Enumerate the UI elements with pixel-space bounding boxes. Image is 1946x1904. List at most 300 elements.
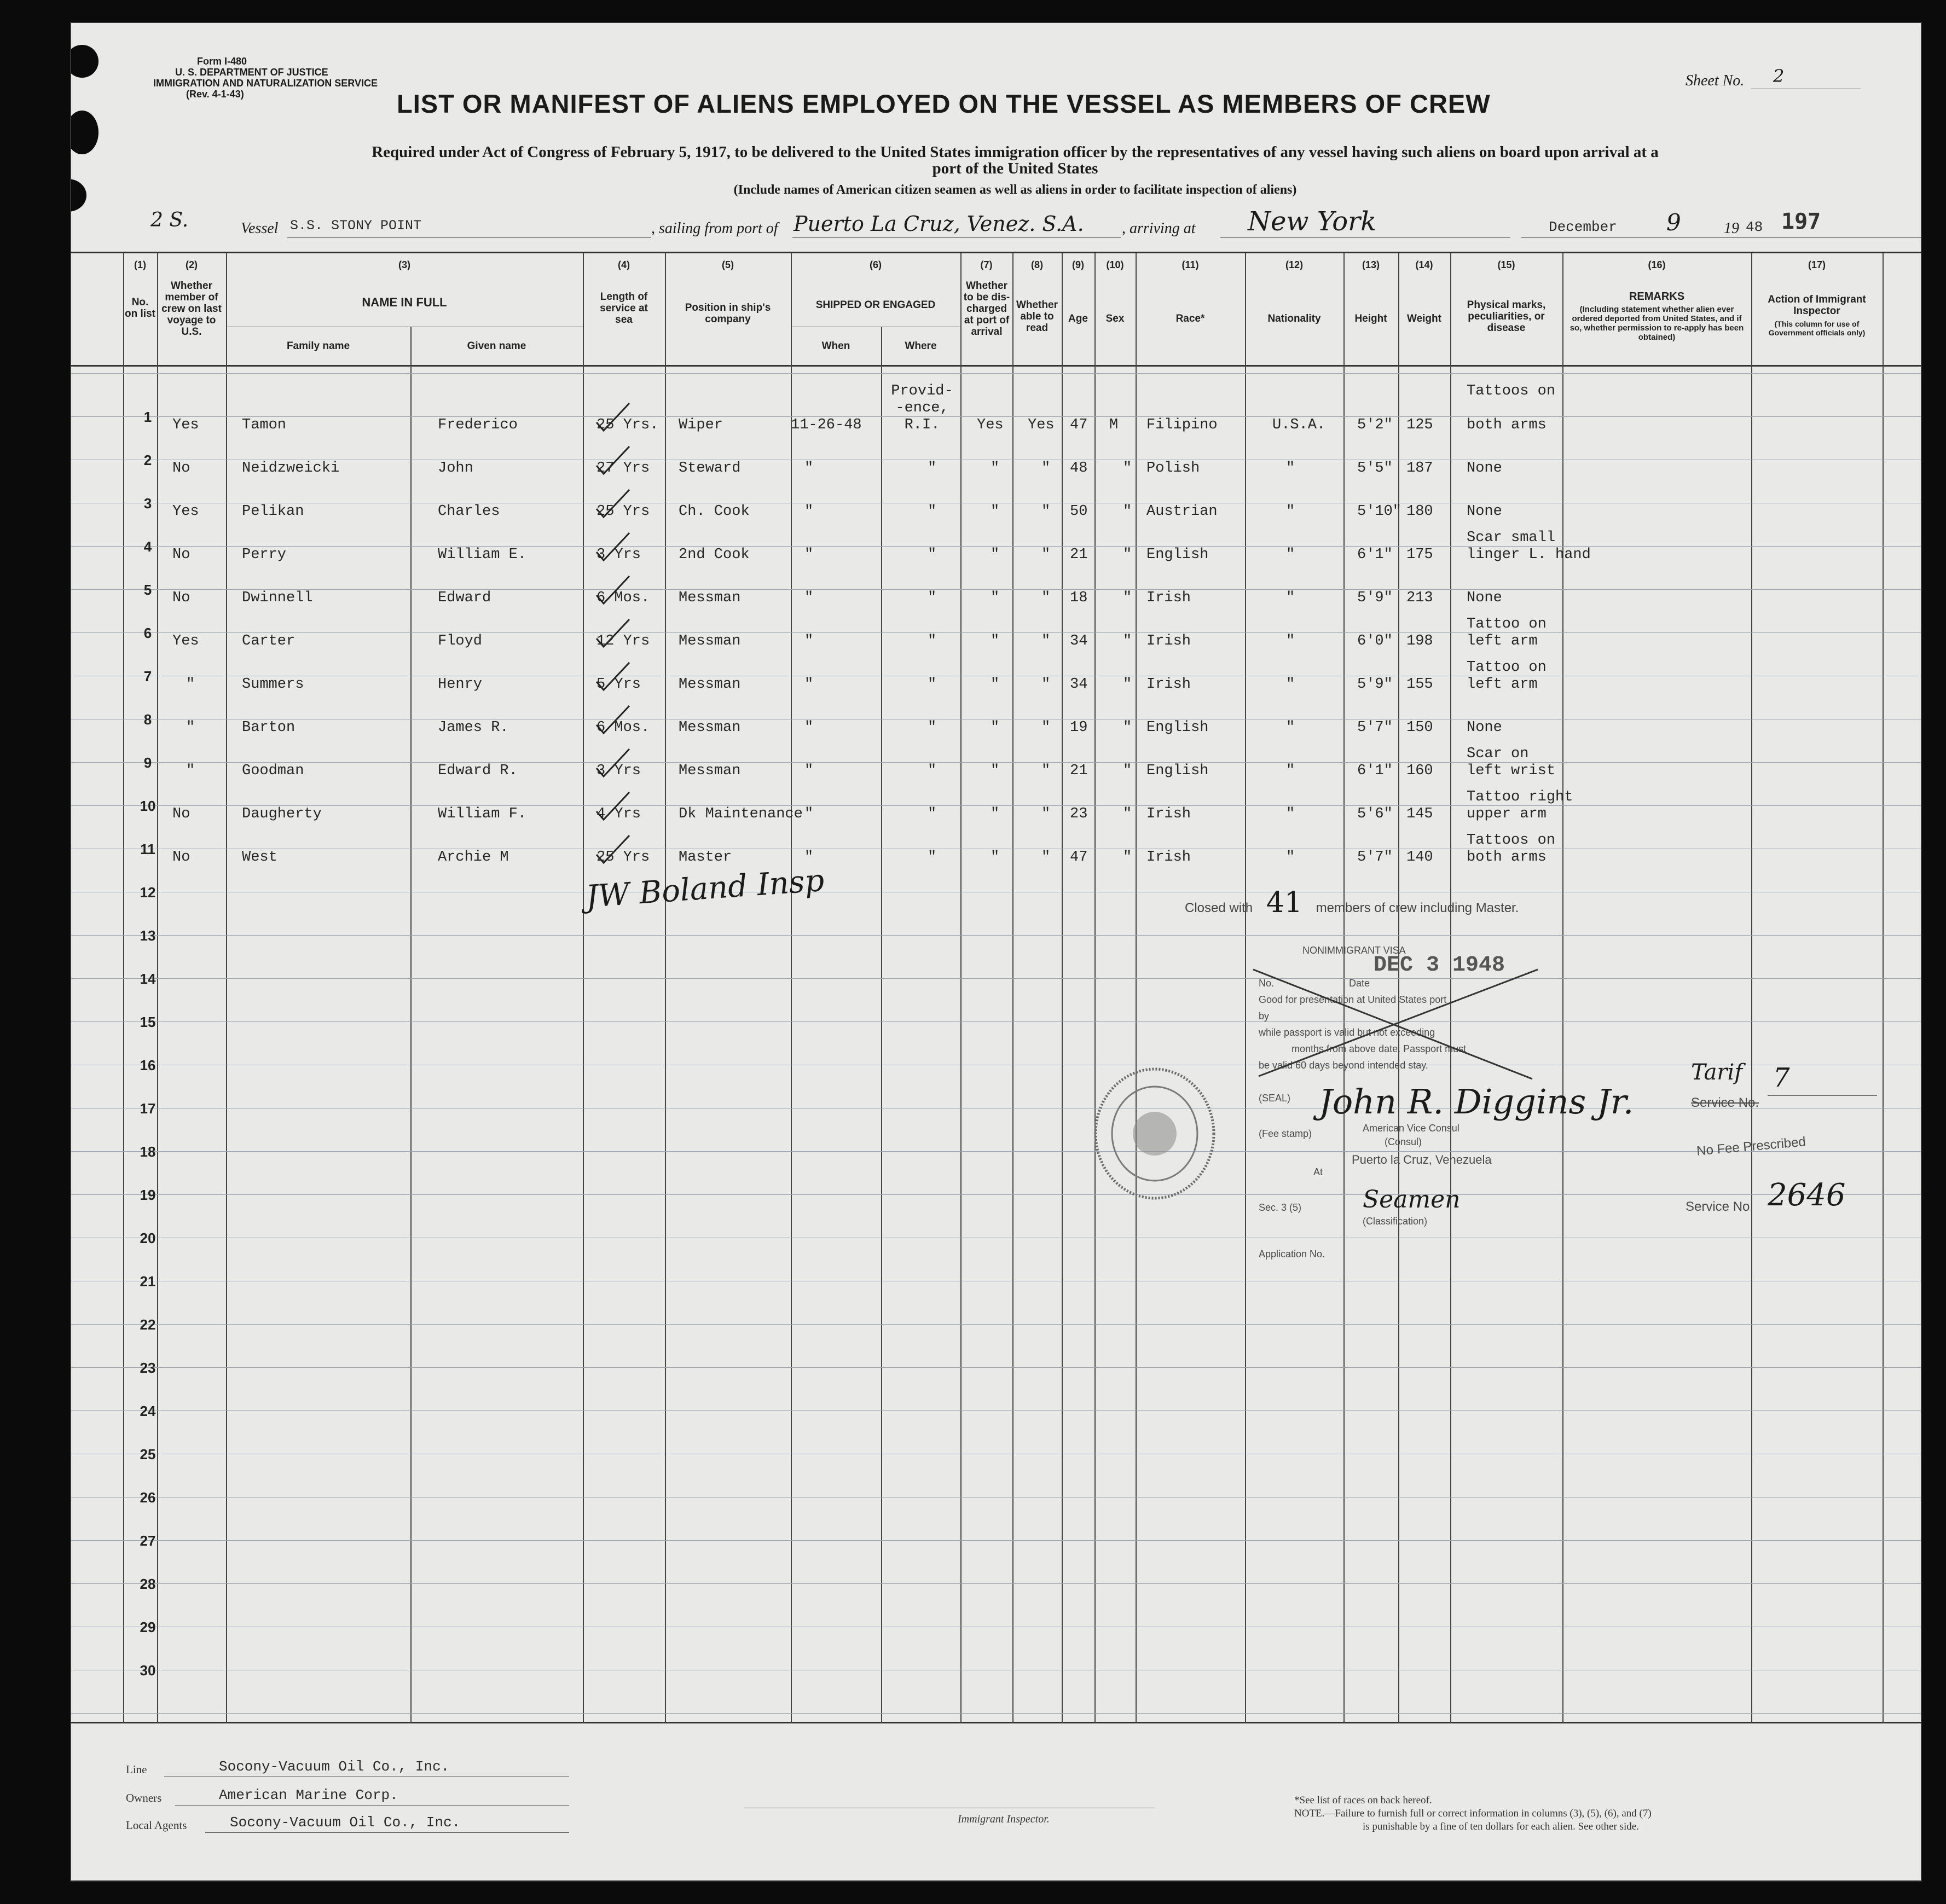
check-stroke: [596, 533, 629, 560]
cell-nationality: U.S.A.: [1272, 417, 1326, 433]
cell-nationality: ": [1286, 633, 1295, 649]
check-mark: [594, 833, 632, 866]
date-underline: [1521, 237, 1921, 238]
cell-age: 21: [1070, 763, 1088, 779]
voyage-mark: 2 S.: [150, 209, 189, 231]
row-number: 27: [140, 1533, 156, 1549]
check-mark: [594, 487, 632, 520]
cell-age: 34: [1070, 633, 1088, 649]
visa-line4: months from above date. Passport must: [1291, 1043, 1467, 1054]
row-number: 12: [140, 884, 156, 901]
cell-given-name: Frederico: [438, 417, 518, 433]
cell-weight: 155: [1406, 676, 1433, 693]
cell-able-to-read: ": [1041, 763, 1051, 779]
cell-position: Messman: [679, 763, 741, 779]
consul-office: American Vice Consul: [1363, 1123, 1460, 1134]
departure-port: Puerto La Cruz, Venez. S.A.: [794, 212, 1084, 236]
check-stroke: [596, 835, 629, 863]
ruled-line: [71, 1324, 1921, 1325]
header-height: Height: [1354, 313, 1387, 324]
header-remarks: REMARKS: [1629, 291, 1685, 303]
ruled-line: [71, 1540, 1921, 1541]
punch-hole: [71, 179, 86, 212]
cell-last-voyage: No: [172, 460, 190, 477]
cell-physical-marks: both arms: [1467, 849, 1547, 866]
cell-family-name: Neidzweicki: [242, 460, 340, 477]
cell-where: ": [928, 806, 937, 822]
cell-when: ": [804, 849, 814, 866]
cell-discharged: ": [991, 633, 1000, 649]
cell-physical-marks: None: [1467, 719, 1502, 736]
header-when: When: [821, 340, 850, 352]
cell-height: 5'2": [1357, 417, 1393, 433]
check-stroke: [596, 706, 629, 733]
row-number: 22: [140, 1316, 156, 1333]
cell-physical-marks: Tattoo right: [1467, 789, 1573, 805]
cell-where: ": [928, 633, 937, 649]
cell-where: ": [928, 676, 937, 693]
page-stamp-number: 197: [1781, 209, 1821, 234]
punch-hole: [71, 45, 99, 78]
cell-weight: 125: [1406, 417, 1433, 433]
cell-length-service: 12 Yrs: [596, 633, 650, 649]
ruled-line: [71, 1713, 1921, 1714]
cell-where: ": [928, 590, 937, 606]
cell-weight: 180: [1406, 503, 1433, 520]
check-mark: [594, 617, 632, 649]
cell-height: 5'9": [1357, 676, 1393, 693]
cell-weight: 145: [1406, 806, 1433, 822]
col-num-9: (9): [1072, 259, 1084, 270]
closed-line: [1185, 886, 1519, 919]
check-mark: [594, 530, 632, 563]
col-num-5: (5): [722, 259, 734, 270]
cell-where: Provid-: [891, 383, 953, 399]
header-nationality: Nationality: [1267, 313, 1321, 324]
cell-when: ": [804, 590, 814, 606]
row-number: 9: [143, 754, 152, 771]
check-mark: [594, 444, 632, 477]
cell-height: 5'5": [1357, 460, 1393, 477]
vessel-label: Vessel: [241, 220, 279, 237]
cell-height: 5'7": [1357, 849, 1393, 866]
cell-weight: 175: [1406, 547, 1433, 563]
cell-age: 47: [1070, 849, 1088, 866]
cell-able-to-read: ": [1041, 547, 1051, 563]
check-stroke: [596, 576, 629, 603]
cell-where: ": [928, 503, 937, 520]
header-last-voyage: Whether member of crew on last voyage to U.S.: [161, 280, 222, 338]
cell-physical-marks: Tattoos on: [1467, 383, 1556, 399]
cell-family-name: Dwinnell: [242, 590, 313, 606]
header-length-service: Length of service at sea: [600, 291, 648, 326]
form-service: IMMIGRATION AND NATURALIZATION SERVICE: [153, 78, 378, 89]
cell-discharged: ": [991, 503, 1000, 520]
cell-discharged: Yes: [977, 417, 1004, 433]
row-number: 14: [140, 971, 156, 987]
cell-sex: ": [1123, 633, 1132, 649]
cell-length-service: 25 Yrs: [596, 849, 650, 866]
footer-agents-label: Local Agents: [126, 1819, 187, 1832]
visa-line3: while passport is valid but not exceeding: [1259, 1027, 1435, 1038]
cell-able-to-read: ": [1041, 503, 1051, 520]
footer-note-races: *See list of races on back hereof.: [1294, 1795, 1432, 1806]
footer-owners-label: Owners: [126, 1791, 162, 1804]
cell-when: 11-26-48: [791, 417, 862, 433]
row-number: 28: [140, 1576, 156, 1592]
footer-line-value: Socony-Vacuum Oil Co., Inc.: [219, 1758, 450, 1775]
cell-able-to-read: ": [1041, 633, 1051, 649]
cell-nationality: ": [1286, 763, 1295, 779]
visa-date-stamp: DEC 3 1948: [1374, 953, 1505, 978]
subtitle-include: (Include names of American citizen seamen as well as aliens in order to facilitate inspection of aliens): [733, 183, 1297, 197]
row-number: 13: [140, 927, 156, 944]
subtitle-act: Required under Act of Congress of February 5, 1917, to be delivered to the United States immigration officer by the representatives of any vessel having such aliens on board upon arrival at a: [372, 143, 1659, 161]
cell-sex: M: [1109, 417, 1119, 433]
header-inspector-action: Action of Immigrant Inspector: [1768, 294, 1866, 317]
cell-given-name: John: [438, 460, 473, 477]
cell-height: 5'9": [1357, 590, 1393, 606]
col-num-12: (12): [1285, 259, 1303, 270]
cell-given-name: Edward: [438, 590, 491, 606]
row-number: 5: [143, 582, 152, 598]
header-race: Race*: [1175, 313, 1205, 324]
cell-able-to-read: ": [1041, 460, 1051, 477]
service-no-label-1: Service No.: [1691, 1095, 1759, 1110]
consul-label: (Consul): [1385, 1136, 1422, 1147]
cell-where: -ence,: [895, 400, 949, 416]
column-divider: [1751, 253, 1752, 1723]
col-num-16: (16): [1648, 259, 1666, 270]
cell-able-to-read: ": [1041, 676, 1051, 693]
arrival-year: 48: [1746, 219, 1763, 235]
cell-length-service: 25 Yrs: [596, 503, 650, 520]
footer-note-fine-2: is punishable by a fine of ten dollars for each alien. See other side.: [1363, 1821, 1639, 1832]
header-sex: Sex: [1105, 313, 1125, 324]
at-place: Puerto la Cruz, Venezuela: [1352, 1153, 1492, 1166]
column-divider: [1245, 253, 1246, 1723]
cell-family-name: Goodman: [242, 763, 304, 779]
check-stroke: [596, 490, 629, 517]
cell-sex: ": [1123, 676, 1132, 693]
cell-discharged: ": [991, 547, 1000, 563]
cell-able-to-read: ": [1041, 719, 1051, 736]
cell-discharged: ": [991, 590, 1000, 606]
column-divider: [881, 327, 882, 1723]
closed-count: 41: [1266, 886, 1302, 919]
cell-last-voyage: No: [172, 547, 190, 563]
visa-title: NONIMMIGRANT VISA: [1302, 945, 1406, 956]
header-family-name: Family name: [286, 340, 350, 352]
column-divider: [1012, 253, 1013, 1723]
check-mark: [594, 660, 632, 693]
cell-where: ": [928, 719, 937, 736]
cell-discharged: ": [991, 763, 1000, 779]
arrival-month: December: [1549, 219, 1617, 235]
column-divider: [410, 327, 412, 1723]
cell-sex: ": [1123, 763, 1132, 779]
cell-position: Wiper: [679, 417, 723, 433]
cell-given-name: Edward R.: [438, 763, 518, 779]
row-number: 4: [143, 538, 152, 555]
footer-owners-value: American Marine Corp.: [219, 1787, 398, 1803]
visa-line2: by: [1259, 1011, 1270, 1021]
cell-weight: 187: [1406, 460, 1433, 477]
col-num-10: (10): [1106, 259, 1124, 270]
cell-last-voyage: Yes: [172, 633, 199, 649]
cell-length-service: 4 Yrs: [596, 806, 641, 822]
row-number: 29: [140, 1619, 156, 1635]
visa-fee-stamp-label: (Fee stamp): [1259, 1128, 1312, 1139]
ruled-line: [71, 935, 1921, 936]
cell-position: Messman: [679, 633, 741, 649]
header-able-to-read: Whether able to read: [1016, 299, 1058, 334]
row-number: 11: [140, 841, 155, 857]
row-number: 6: [143, 625, 152, 641]
footer-inspector-label: Immigrant Inspector.: [958, 1813, 1050, 1825]
ruled-line: [71, 1151, 1921, 1152]
column-divider: [791, 253, 792, 1723]
cell-sex: ": [1123, 503, 1132, 520]
cell-race: Irish: [1146, 633, 1191, 649]
header-no-on-list: No. on list: [125, 297, 155, 320]
cell-discharged: ": [991, 460, 1000, 477]
cell-nationality: ": [1286, 503, 1295, 520]
cell-last-voyage: No: [172, 806, 190, 822]
cell-last-voyage: ": [186, 763, 195, 779]
visa-line5: be valid 60 days beyond intended stay.: [1259, 1060, 1428, 1071]
row-number: 24: [140, 1403, 156, 1419]
row-number: 19: [140, 1187, 156, 1203]
col-num-2: (2): [186, 259, 198, 270]
cell-physical-marks: upper arm: [1467, 806, 1547, 822]
cell-where: ": [928, 849, 937, 866]
col-num-17: (17): [1808, 259, 1826, 270]
cell-age: 50: [1070, 503, 1088, 520]
col-num-14: (14): [1415, 259, 1433, 270]
header-given-name: Given name: [467, 340, 526, 352]
form-department: U. S. DEPARTMENT OF JUSTICE: [175, 67, 328, 78]
arrival-day: 9: [1666, 209, 1681, 236]
cell-family-name: Summers: [242, 676, 304, 693]
check-stroke: [596, 446, 629, 474]
cell-physical-marks: None: [1467, 503, 1502, 520]
visa-line1: Good for presentation at United States port: [1259, 994, 1447, 1005]
row-number: 23: [140, 1360, 156, 1376]
cell-sex: ": [1123, 590, 1132, 606]
ruled-line: [71, 1583, 1921, 1584]
cell-length-service: 6 Mos.: [596, 719, 650, 736]
cell-physical-marks: linger L. hand: [1467, 547, 1591, 563]
cell-weight: 150: [1406, 719, 1433, 736]
cell-last-voyage: ": [186, 676, 195, 693]
row-number: 20: [140, 1230, 156, 1246]
application-no-label: Application No.: [1259, 1249, 1325, 1259]
col-num-11: (11): [1182, 259, 1199, 270]
punch-hole: [71, 111, 99, 154]
cell-when: ": [804, 503, 814, 520]
cell-nationality: ": [1286, 547, 1295, 563]
sec-label: Sec. 3 (5): [1259, 1202, 1302, 1213]
port-underline: [792, 237, 1121, 238]
no-fee-prescribed: No Fee Prescribed: [1696, 1134, 1806, 1159]
col-num-8: (8): [1031, 259, 1043, 270]
at-label: At: [1313, 1166, 1323, 1177]
vessel-name: S.S. STONY POINT: [290, 218, 422, 234]
cell-age: 23: [1070, 806, 1088, 822]
cell-age: 48: [1070, 460, 1088, 477]
cell-position: Messman: [679, 676, 741, 693]
cell-race: Filipino: [1146, 417, 1218, 433]
cell-race: Polish: [1146, 460, 1200, 477]
row-number: 26: [140, 1489, 156, 1506]
row-number: 2: [143, 452, 152, 468]
visa-cross-out: [1248, 959, 1543, 1090]
footer-agents-underline: [205, 1832, 569, 1833]
visa-seal-label: (SEAL): [1259, 1093, 1291, 1104]
cell-nationality: ": [1286, 849, 1295, 866]
column-divider: [1136, 253, 1137, 1723]
cell-where: ": [928, 547, 937, 563]
cell-position: 2nd Cook: [679, 547, 750, 563]
table-top-border: [71, 252, 1921, 253]
cell-when: ": [804, 547, 814, 563]
ruled-line: [71, 1410, 1921, 1411]
row-number: 30: [140, 1662, 156, 1679]
cell-nationality: ": [1286, 676, 1295, 693]
cell-physical-marks: Tattoo on: [1467, 616, 1547, 632]
header-remarks-note: (Including statement whether alien ever ordered deported from United States, and if so, whether permission to re-apply has been obtained): [1569, 305, 1744, 342]
cell-last-voyage: ": [186, 719, 195, 736]
footer-agents-value: Socony-Vacuum Oil Co., Inc.: [230, 1814, 461, 1831]
cell-physical-marks: both arms: [1467, 417, 1547, 433]
cell-height: 6'1": [1357, 547, 1393, 563]
col-num-13: (13): [1362, 259, 1380, 270]
footer-line-label: Line: [126, 1763, 147, 1776]
cell-nationality: ": [1286, 806, 1295, 822]
cell-physical-marks: Scar small: [1467, 530, 1556, 546]
ruled-line: [71, 1021, 1921, 1022]
cell-family-name: Pelikan: [242, 503, 304, 520]
sailing-label: , sailing from port of: [651, 220, 778, 237]
cross-stroke: [1259, 970, 1538, 1076]
cell-last-voyage: No: [172, 849, 190, 866]
cell-height: 6'0": [1357, 633, 1393, 649]
cell-nationality: ": [1286, 719, 1295, 736]
cell-age: 18: [1070, 590, 1088, 606]
cell-sex: ": [1123, 719, 1132, 736]
header-name-in-full: NAME IN FULL: [362, 295, 447, 309]
cell-given-name: William F.: [438, 806, 527, 822]
cell-position: Messman: [679, 590, 741, 606]
column-divider: [1883, 253, 1884, 1723]
cell-discharged: ": [991, 676, 1000, 693]
cell-given-name: William E.: [438, 547, 527, 563]
form-revision: (Rev. 4-1-43): [186, 89, 244, 100]
cell-last-voyage: Yes: [172, 503, 199, 520]
header-age: Age: [1068, 313, 1088, 324]
cell-physical-marks: Tattoo on: [1467, 659, 1547, 676]
cell-when: ": [804, 806, 814, 822]
service-no-2: 2646: [1768, 1177, 1846, 1213]
cell-weight: 198: [1406, 633, 1433, 649]
vessel-underline: [287, 237, 651, 238]
header-weight: Weight: [1407, 313, 1441, 324]
cell-height: 5'6": [1357, 806, 1393, 822]
cell-discharged: ": [991, 806, 1000, 822]
closed-suffix: members of crew including Master.: [1316, 901, 1519, 915]
cell-height: 5'10": [1357, 503, 1402, 520]
cell-family-name: West: [242, 849, 277, 866]
check-mark: [594, 746, 632, 779]
header-physical-marks: Physical marks, peculiarities, or disease: [1467, 299, 1546, 334]
cell-last-voyage: No: [172, 590, 190, 606]
cell-race: Irish: [1146, 806, 1191, 822]
sheet-label: Sheet No.: [1686, 72, 1745, 89]
row-number: 7: [143, 668, 152, 684]
seal-emblem: [1133, 1112, 1177, 1156]
cell-length-service: 6 Mos.: [596, 590, 650, 606]
closed-prefix: Closed with: [1185, 901, 1253, 915]
cell-nationality: ": [1286, 590, 1295, 606]
cell-physical-marks: left arm: [1467, 676, 1538, 693]
cell-sex: ": [1123, 460, 1132, 477]
check-stroke: [596, 792, 629, 820]
cell-where: ": [928, 763, 937, 779]
cell-weight: 160: [1406, 763, 1433, 779]
check-mark: [594, 703, 632, 736]
check-stroke: [596, 403, 629, 431]
cell-length-service: 5 Yrs: [596, 676, 641, 693]
cell-discharged: ": [991, 849, 1000, 866]
check-stroke: [596, 749, 629, 776]
footer-note-fine-1: NOTE.—Failure to furnish full or correct information in columns (3), (5), (6), and (7): [1294, 1808, 1652, 1819]
cell-when: ": [804, 633, 814, 649]
column-divider: [1062, 253, 1063, 1723]
cell-family-name: Carter: [242, 633, 296, 649]
row-number: 21: [140, 1273, 156, 1290]
cell-length-service: 3 Yrs: [596, 547, 641, 563]
cell-age: 47: [1070, 417, 1088, 433]
col-num-7: (7): [980, 259, 993, 270]
ruled-line: [71, 1194, 1921, 1195]
cell-given-name: James R.: [438, 719, 509, 736]
cell-weight: 213: [1406, 590, 1433, 606]
cell-position: Dk Maintenance: [679, 806, 803, 822]
cell-height: 5'7": [1357, 719, 1393, 736]
column-divider: [665, 253, 666, 1723]
row-number: 8: [143, 711, 152, 728]
header-bottom-border: [71, 365, 1921, 367]
cell-physical-marks: left wrist: [1467, 763, 1556, 779]
tarif-label: Tarif: [1691, 1060, 1743, 1085]
arrival-port: New York: [1248, 206, 1377, 237]
consul-signature: John R. Diggins Jr.: [1319, 1082, 1634, 1122]
cell-given-name: Charles: [438, 503, 500, 520]
cell-family-name: Daugherty: [242, 806, 322, 822]
cell-family-name: Perry: [242, 547, 287, 563]
cell-length-service: 27 Yrs: [596, 460, 650, 477]
cell-age: 19: [1070, 719, 1088, 736]
cell-physical-marks: None: [1467, 460, 1502, 477]
row-number: 17: [140, 1100, 156, 1117]
cell-physical-marks: None: [1467, 590, 1502, 606]
service-no-1-underline: [1768, 1095, 1877, 1096]
cell-weight: 140: [1406, 849, 1433, 866]
row-number: 18: [140, 1143, 156, 1160]
cell-last-voyage: Yes: [172, 417, 199, 433]
service-no-1: 7: [1773, 1063, 1790, 1093]
